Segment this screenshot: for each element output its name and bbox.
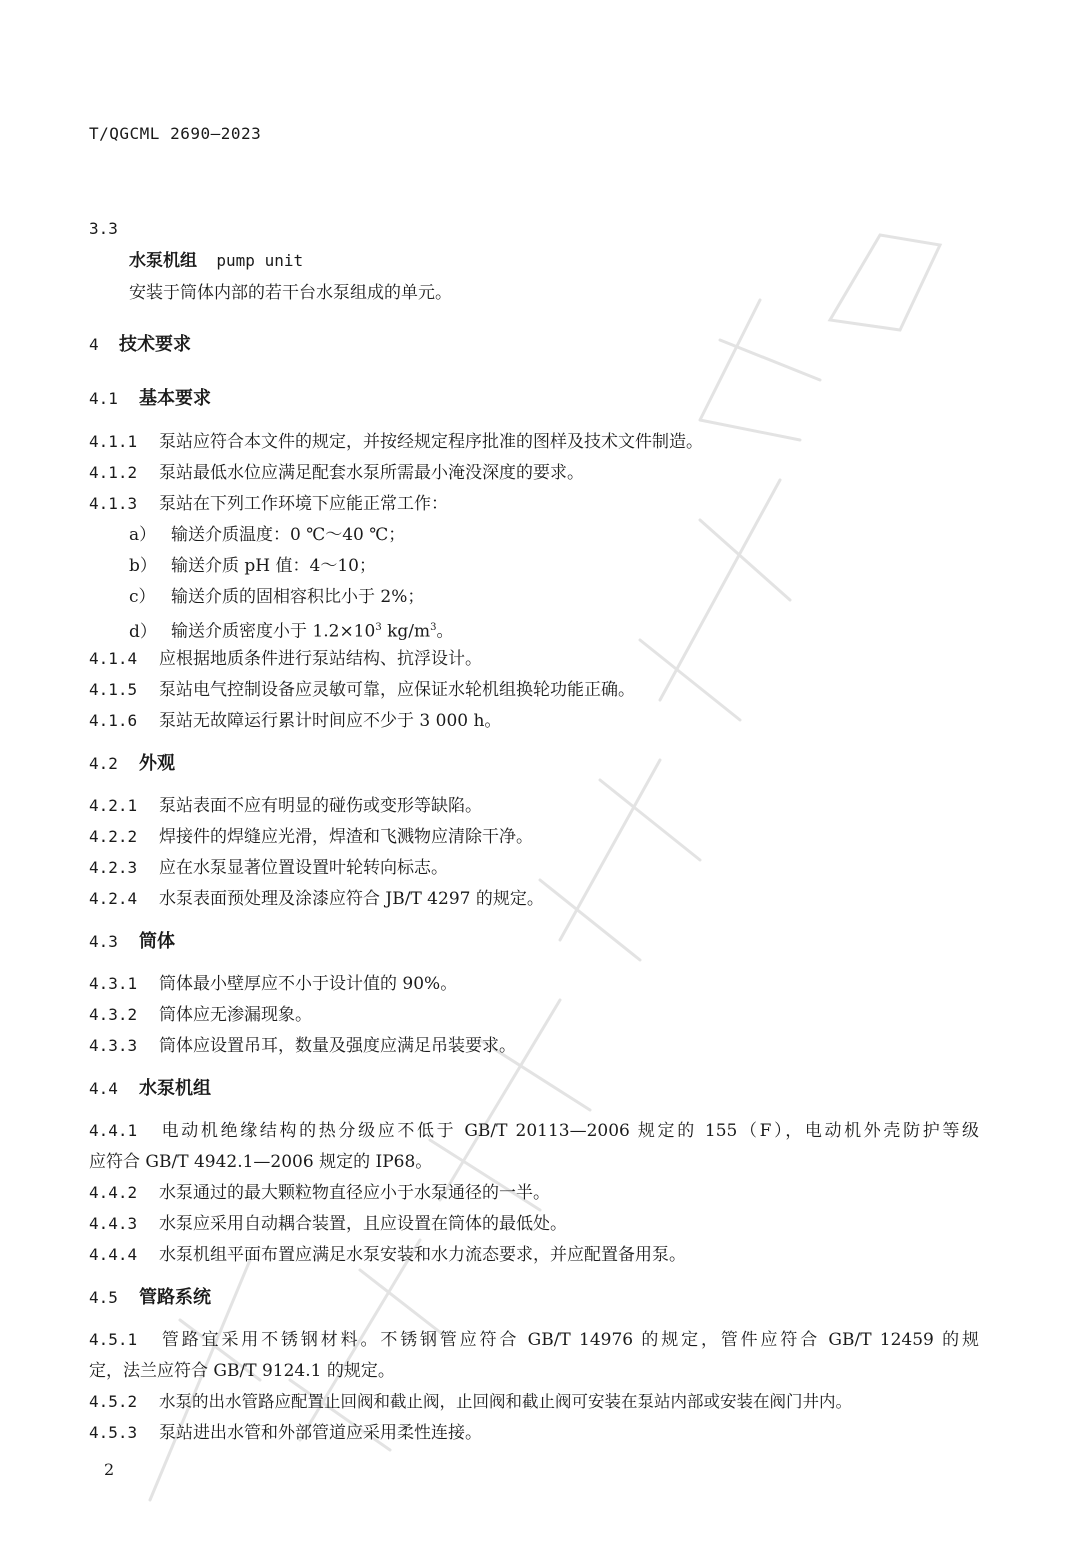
clause-number: 4.3.2 — [89, 1005, 138, 1024]
page-number: 2 — [104, 1460, 115, 1479]
section-title: 基本要求 — [139, 388, 211, 409]
clause-text: 筒体最小壁厚应不小于设计值的 90%。 — [159, 974, 458, 994]
clause-text: 应在水泵显著位置设置叶轮转向标志。 — [159, 858, 448, 878]
clause-4-1-2 — [89, 462, 584, 484]
clause-text: 水泵的出水管路应配置止回阀和截止阀，止回阀和截止阀可安装在泵站内部或安装在阀门井内。 — [159, 1392, 852, 1411]
clause-4-4-1 — [89, 1120, 979, 1142]
term-en: pump unit — [216, 251, 304, 270]
list-marker: a） — [129, 525, 157, 545]
clause-number: 4.3.1 — [89, 974, 138, 993]
clause-text: 泵站电气控制设备应灵敏可靠，应保证水轮机组换轮功能正确。 — [159, 680, 635, 700]
clause-number: 3.3 — [89, 219, 118, 238]
clause-number: 4.1.4 — [89, 649, 138, 668]
clause-text: 泵站应符合本文件的规定，并按经规定程序批准的图样及技术文件制造。 — [159, 432, 703, 452]
clause-number: 4.1.1 — [89, 432, 138, 451]
section-title: 外观 — [139, 753, 175, 774]
clause-number: 4.1.5 — [89, 680, 138, 699]
clause-4-2-1 — [89, 795, 482, 817]
list-item-d — [129, 617, 454, 643]
clause-number: 4.2.2 — [89, 827, 138, 846]
clause-4-5-1 — [89, 1329, 979, 1351]
clause-4-3-3 — [89, 1035, 516, 1057]
clause-4-1-4 — [89, 648, 482, 670]
chapter-title: 技术要求 — [119, 334, 191, 355]
list-marker: c） — [129, 587, 156, 607]
clause-text: 电动机绝缘结构的热分级应不低于 GB/T 20113—2006 规定的 155（F），电动机外壳防护等级 — [159, 1121, 979, 1141]
clause-number: 4.1.2 — [89, 463, 138, 482]
section-4-5-heading — [89, 1287, 211, 1309]
list-text-unit: kg/m — [381, 621, 431, 642]
clause-4-3-1 — [89, 973, 457, 995]
clause-text: 水泵应采用自动耦合装置，且应设置在筒体的最低处。 — [159, 1214, 567, 1234]
clause-4-1-6 — [89, 710, 501, 732]
clause-number: 4.4.2 — [89, 1183, 138, 1202]
list-marker: d） — [129, 621, 157, 642]
clause-text: 应根据地质条件进行泵站结构、抗浮设计。 — [159, 649, 482, 669]
clause-number: 4.1.3 — [89, 494, 138, 513]
clause-4-1-3 — [89, 493, 448, 515]
superscript: 3 — [375, 622, 382, 633]
clause-number: 4.5.1 — [89, 1330, 138, 1349]
clause-text: 水泵通过的最大颗粒物直径应小于水泵通径的一半。 — [159, 1183, 550, 1203]
clause-4-5-1-cont: 定，法兰应符合 GB/T 9124.1 的规定。 — [89, 1361, 395, 1381]
section-number: 4.1 — [89, 389, 118, 408]
list-text: 输送介质 pH 值：4～10； — [171, 556, 376, 576]
term-heading — [129, 250, 303, 272]
list-item-c — [129, 586, 424, 608]
list-marker: b） — [129, 556, 157, 576]
section-number: 4.3 — [89, 932, 118, 951]
clause-text: 泵站进出水管和外部管道应采用柔性连接。 — [159, 1423, 482, 1443]
section-title: 管路系统 — [139, 1287, 211, 1308]
clause-4-2-2 — [89, 826, 533, 848]
section-number: 4.2 — [89, 754, 118, 773]
clause-text: 泵站表面不应有明显的碰伤或变形等缺陷。 — [159, 796, 482, 816]
clause-4-4-4 — [89, 1244, 686, 1266]
clause-4-1-5 — [89, 679, 635, 701]
clause-text: 管路宜采用不锈钢材料。不锈钢管应符合 GB/T 14976 的规定，管件应符合 GB/T 12459 的规 — [159, 1330, 979, 1350]
clause-4-3-2 — [89, 1004, 312, 1026]
list-text: 输送介质温度：0 ℃～40 ℃； — [171, 525, 406, 545]
chapter-4-heading — [89, 334, 191, 356]
clause-4-5-2 — [89, 1391, 852, 1413]
clause-text: 泵站最低水位应满足配套水泵所需最小淹没深度的要求。 — [159, 463, 584, 483]
section-4-3-heading — [89, 931, 175, 953]
section-4-2-heading — [89, 753, 175, 775]
clause-4-4-3 — [89, 1213, 567, 1235]
term-definition: 安装于筒体内部的若干台水泵组成的单元。 — [129, 283, 452, 303]
list-text-end: 。 — [436, 621, 454, 642]
section-title: 筒体 — [139, 931, 175, 952]
clause-3-3-number — [89, 218, 118, 240]
clause-text: 筒体应设置吊耳，数量及强度应满足吊装要求。 — [159, 1036, 516, 1056]
section-title: 水泵机组 — [139, 1078, 211, 1099]
section-4-4-heading — [89, 1078, 211, 1100]
clause-number: 4.4.4 — [89, 1245, 138, 1264]
section-4-1-heading — [89, 388, 211, 410]
clause-4-2-4 — [89, 888, 544, 910]
clause-text: 泵站在下列工作环境下应能正常工作： — [159, 494, 448, 514]
section-number: 4.4 — [89, 1079, 118, 1098]
clause-text: 泵站无故障运行累计时间应不少于 3 000 h。 — [159, 711, 502, 731]
clause-number: 4.5.2 — [89, 1392, 138, 1411]
clause-number: 4.2.4 — [89, 889, 138, 908]
clause-4-5-3 — [89, 1422, 482, 1444]
clause-4-1-1 — [89, 431, 703, 453]
clause-number: 4.1.6 — [89, 711, 138, 730]
clause-text: 焊接件的焊缝应光滑，焊渣和飞溅物应清除干净。 — [159, 827, 533, 847]
term-zh: 水泵机组 — [129, 251, 197, 271]
clause-number: 4.3.3 — [89, 1036, 138, 1055]
clause-4-4-2 — [89, 1182, 550, 1204]
clause-number: 4.5.3 — [89, 1423, 138, 1442]
list-item-b — [129, 555, 376, 577]
clause-text: 筒体应无渗漏现象。 — [159, 1005, 312, 1025]
superscript: 3 — [430, 622, 437, 633]
list-item-a — [129, 524, 405, 546]
clause-4-4-1-cont: 应符合 GB/T 4942.1—2006 规定的 IP68。 — [89, 1152, 433, 1172]
clause-4-2-3 — [89, 857, 448, 879]
clause-number: 4.4.3 — [89, 1214, 138, 1233]
clause-text: 水泵表面预处理及涂漆应符合 JB/T 4297 的规定。 — [159, 889, 544, 909]
clause-text: 水泵机组平面布置应满足水泵安装和水力流态要求，并应配置备用泵。 — [159, 1245, 686, 1265]
list-text: 输送介质的固相容积比小于 2%； — [171, 587, 425, 607]
document-code: T/QGCML 2690—2023 — [89, 124, 262, 143]
clause-number: 4.4.1 — [89, 1121, 138, 1140]
chapter-number: 4 — [89, 335, 99, 354]
clause-number: 4.2.3 — [89, 858, 138, 877]
list-text: 输送介质密度小于 1.2×10 — [171, 621, 376, 642]
clause-number: 4.2.1 — [89, 796, 138, 815]
section-number: 4.5 — [89, 1288, 118, 1307]
